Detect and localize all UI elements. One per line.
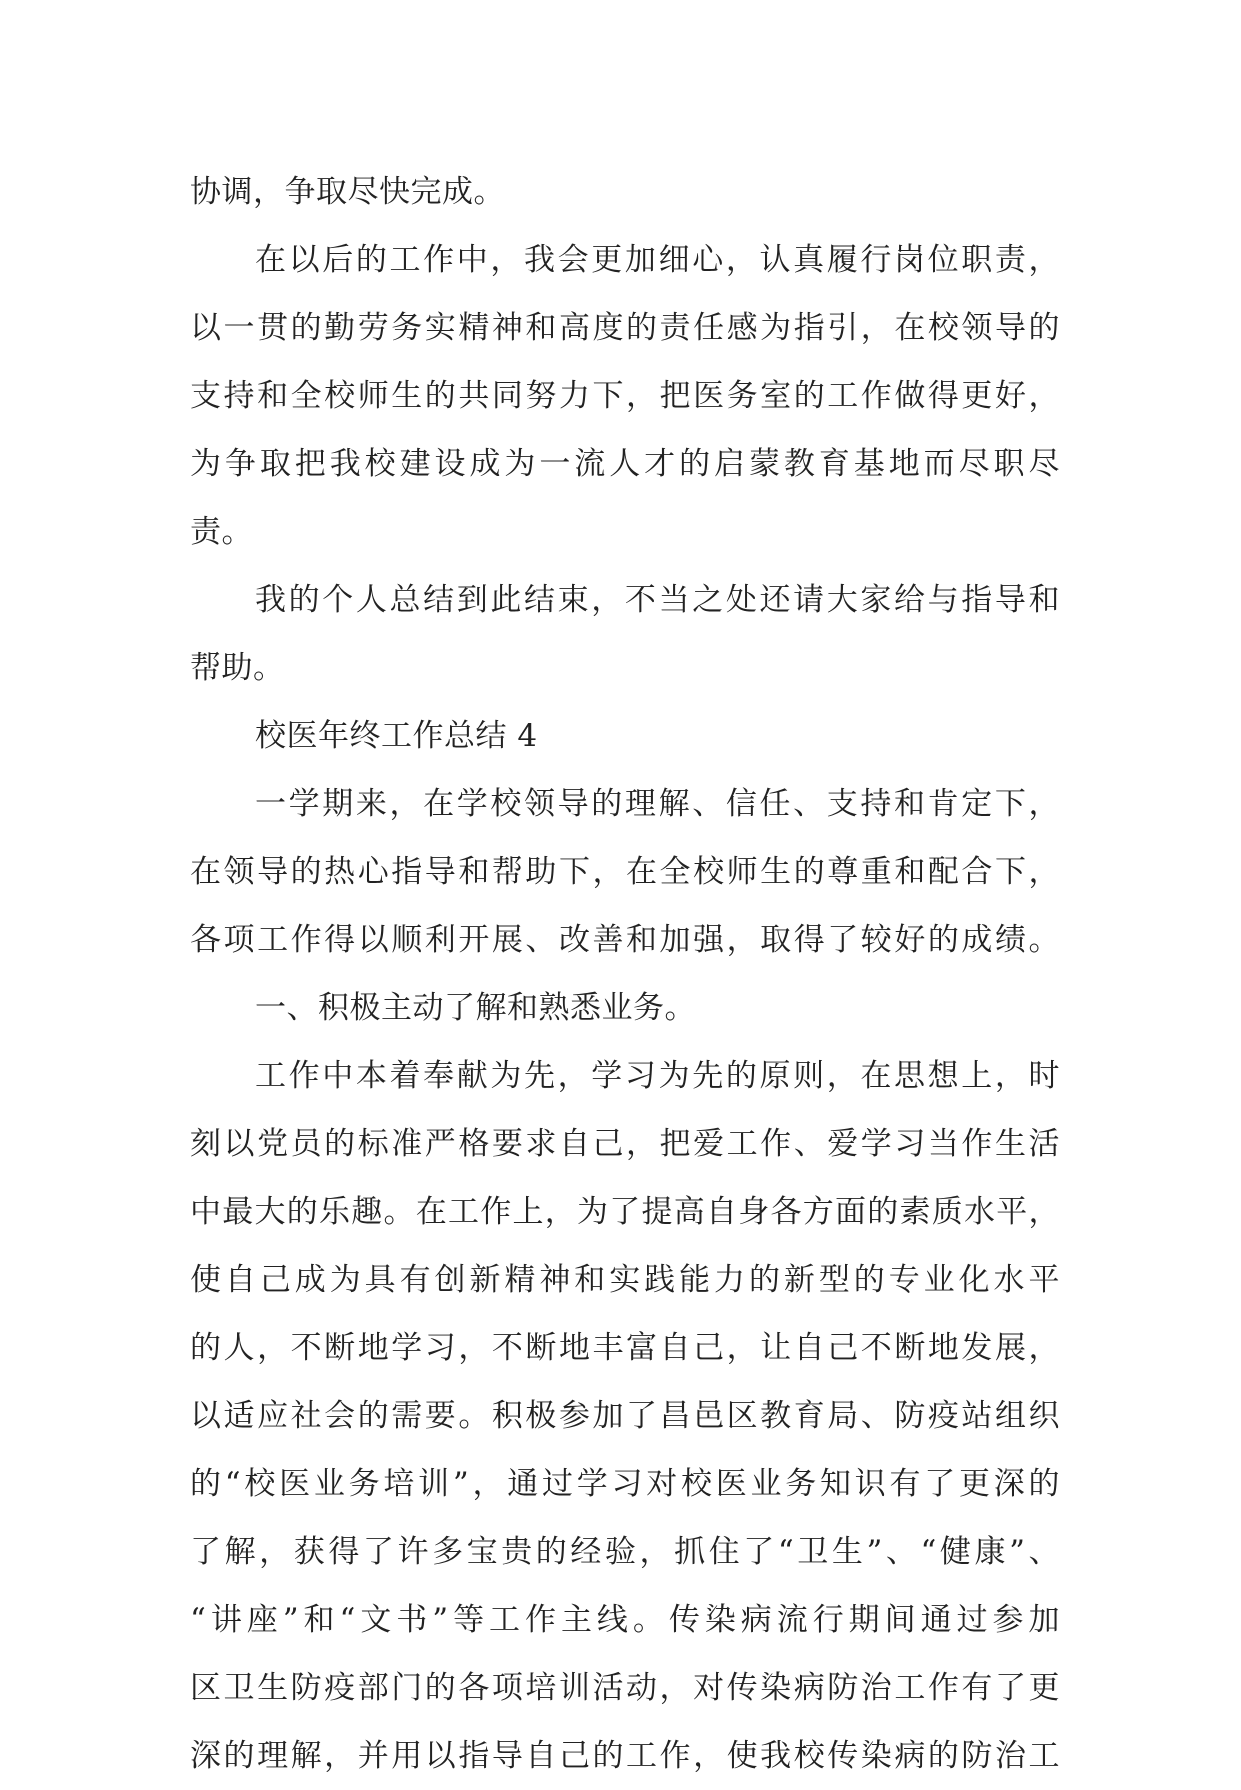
text-line: 了解，获得了许多宝贵的经验，抓住了“卫生”、“健康”、 <box>190 1534 1060 1570</box>
text-line: 我的个人总结到此结束，不当之处还请大家给与指导和 <box>255 582 1060 618</box>
text-line: “讲座”和“文书”等工作主线。传染病流行期间通过参加 <box>190 1602 1060 1638</box>
text-line: 区卫生防疫部门的各项培训活动，对传染病防治工作有了更 <box>190 1670 1060 1706</box>
text-line: 为争取把我校建设成为一流人才的启蒙教育基地而尽职尽 <box>190 446 1060 482</box>
text-line: 的“校医业务培训”，通过学习对校医业务知识有了更深的 <box>190 1466 1060 1502</box>
text-line: 以一贯的勤劳务实精神和高度的责任感为指引，在校领导的 <box>190 310 1060 346</box>
section-heading: 校医年终工作总结 4 <box>255 718 538 754</box>
text-line: 一学期来，在学校领导的理解、信任、支持和肯定下， <box>255 786 1060 822</box>
subsection-heading: 一、积极主动了解和熟悉业务。 <box>255 990 696 1026</box>
text-line: 深的理解，并用以指导自己的工作，使我校传染病的防治工 <box>190 1738 1060 1774</box>
text-line: 以适应社会的需要。积极参加了昌邑区教育局、防疫站组织 <box>190 1398 1060 1434</box>
text-line: 协调，争取尽快完成。 <box>190 174 505 210</box>
text-line: 各项工作得以顺利开展、改善和加强，取得了较好的成绩。 <box>190 922 1060 958</box>
text-line: 在领导的热心指导和帮助下，在全校师生的尊重和配合下， <box>190 854 1060 890</box>
text-line: 工作中本着奉献为先，学习为先的原则，在思想上，时 <box>255 1058 1060 1094</box>
text-line: 使自己成为具有创新精神和实践能力的新型的专业化水平 <box>190 1262 1060 1298</box>
text-line: 支持和全校师生的共同努力下，把医务室的工作做得更好， <box>190 378 1060 414</box>
text-line: 刻以党员的标准严格要求自己，把爱工作、爱学习当作生活 <box>190 1126 1060 1162</box>
text-line: 在以后的工作中，我会更加细心，认真履行岗位职责， <box>255 242 1060 278</box>
document-body <box>190 158 1060 1790</box>
text-line: 责。 <box>190 514 253 550</box>
text-line: 的人，不断地学习，不断地丰富自己，让自己不断地发展， <box>190 1330 1060 1366</box>
text-line: 中最大的乐趣。在工作上，为了提高自身各方面的素质水平， <box>190 1194 1060 1230</box>
text-line: 帮助。 <box>190 650 285 686</box>
